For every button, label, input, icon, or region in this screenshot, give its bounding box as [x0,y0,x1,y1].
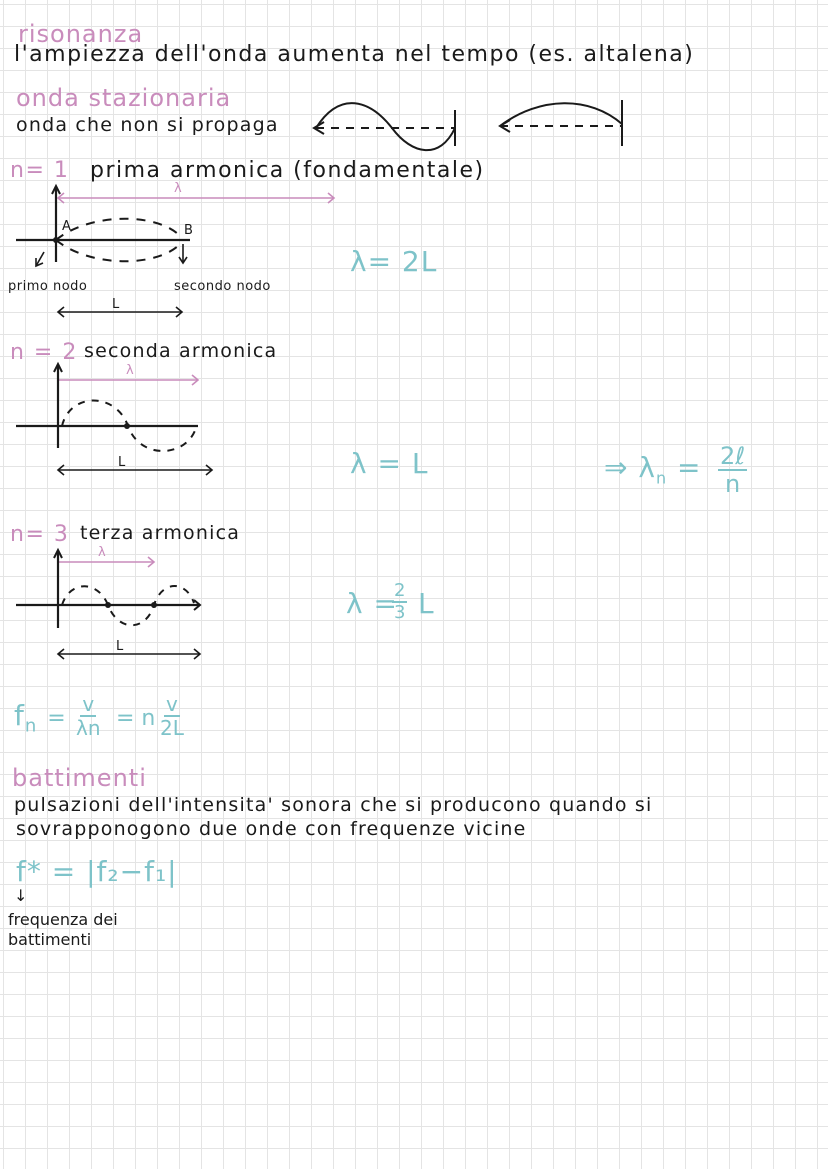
frequency-den2: 2L [160,716,184,740]
beats-formula: f* = |f₂−f₁| [16,855,178,888]
resonance-text: l'ampiezza dell'onda aumenta nel tempo (es. altalena) [14,42,695,67]
general-formula-eq: = [676,451,702,484]
harmonic1-length: L [112,297,120,312]
frequency-f-sub: n [24,715,38,737]
harmonic3-title: terza armonica [80,522,241,544]
general-formula-prefix: ⇒ λ [604,451,656,484]
standing-wave-text: onda che non si propaga [16,114,279,136]
standing-wave-sketch-2 [500,100,622,146]
harmonic2-title: seconda armonica [84,340,278,362]
harmonic1-formula: λ= 2L [350,245,438,278]
harmonic1-lambda: λ [174,181,183,196]
harmonic2-formula: λ = L [350,447,429,480]
beats-arrow-icon: ↓ [14,886,28,905]
frequency-num2: v [166,692,178,716]
frequency-num1: v [82,692,95,716]
harmonic3-lambda: λ [98,545,107,560]
harmonic1-point-a: A [62,219,72,234]
general-formula-fraction [718,444,747,496]
beats-caption-line1: frequenza dei [8,910,118,929]
harmonic1-diagram [16,186,334,317]
harmonic2-length: L [118,455,126,470]
frequency-eq2: = n [116,706,156,731]
harmonic3-formula-suffix: L [418,587,435,620]
harmonic3-formula-denominator: 3 [394,602,406,623]
harmonic2-n-label: n = 2 [10,340,78,365]
harmonic3-formula-prefix: λ = [346,587,398,620]
general-formula-sub: n [655,468,668,488]
harmonic1-title: prima armonica (fondamentale) [90,158,485,183]
harmonic3-length: L [116,639,124,654]
beats-line1: pulsazioni dell'intensita' sonora che si producono quando si [14,794,653,816]
frequency-fraction-2 [160,694,184,738]
harmonic1-point-b: B [184,223,194,238]
beats-line2: sovrapponogono due onde con frequenze vicine [16,818,527,840]
harmonic1-second-node: secondo nodo [174,279,271,294]
harmonic3-formula-fraction [392,582,407,622]
frequency-eq1: = [47,706,67,731]
harmonic3-formula-numerator: 2 [394,580,406,601]
resonance-title: risonanza [18,20,144,48]
general-formula-denominator: n [724,470,741,498]
frequency-f-symbol: f [14,699,25,732]
harmonic3-diagram [16,550,200,659]
harmonic2-diagram [16,364,212,475]
general-formula-numerator: 2ℓ [720,442,746,470]
harmonic3-n-label: n= 3 [10,522,70,547]
beats-title: battimenti [12,764,147,792]
frequency-den1: λn [76,716,101,740]
general-wavelength-formula [604,451,702,488]
harmonic2-lambda: λ [126,363,135,378]
standing-wave-title: onda stazionaria [16,84,232,112]
beats-caption-line2: battimenti [8,930,92,949]
frequency-f [14,699,67,737]
harmonic1-n-label: n= 1 [10,158,70,183]
frequency-fraction-1 [76,694,101,738]
standing-wave-sketch-1 [314,103,455,150]
harmonic1-first-node: primo nodo [8,279,88,294]
